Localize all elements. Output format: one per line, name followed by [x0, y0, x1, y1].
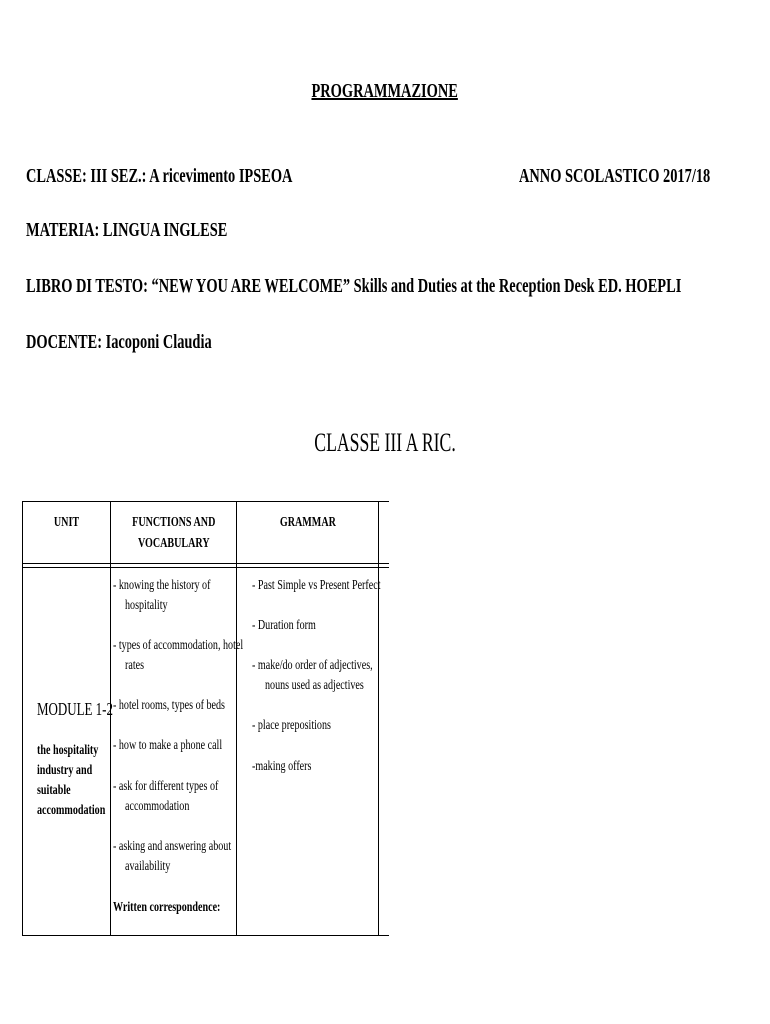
function-item: - types of accommodation, hotel — [113, 638, 244, 653]
function-item: - hotel rooms, types of beds — [113, 698, 225, 713]
grammar-item-cont: nouns used as adjectives — [265, 678, 364, 693]
page-title: PROGRAMMAZIONE — [311, 80, 459, 102]
unit-desc-3: suitable — [37, 783, 71, 798]
grammar-item: -making offers — [252, 759, 312, 774]
unit-module-label: MODULE 1-2 — [37, 699, 113, 719]
grammar-item: - Past Simple vs Present Perfect — [252, 578, 381, 593]
section-title: CLASSE III A RIC. — [314, 428, 456, 457]
table-border-left — [22, 501, 23, 936]
table-header-divider-2 — [22, 567, 389, 568]
function-item: - knowing the history of — [113, 578, 211, 593]
grammar-item: - Duration form — [252, 618, 316, 633]
subject-line: MATERIA: LINGUA INGLESE — [26, 219, 228, 241]
table-col-divider-3 — [378, 501, 379, 936]
school-year-line: ANNO SCOLASTICO 2017/18 — [519, 165, 711, 187]
table-border-bottom — [22, 935, 389, 936]
table-border-top — [22, 501, 389, 502]
function-item-cont: availability — [125, 859, 171, 874]
grammar-item: - place prepositions — [252, 718, 331, 733]
table-header-divider — [22, 563, 389, 564]
function-item: - how to make a phone call — [113, 738, 223, 753]
function-item: - asking and answering about — [113, 839, 232, 854]
unit-desc-1: the hospitality — [37, 743, 99, 758]
textbook-line: LIBRO DI TESTO: “NEW YOU ARE WELCOME” Skills and Duties at the Reception Desk ED. HOEPLI — [26, 275, 682, 297]
function-item-cont: hospitality — [125, 598, 168, 613]
classe-section-line: CLASSE: III SEZ.: A ricevimento IPSEOA — [26, 165, 293, 187]
table-col-divider-2 — [236, 501, 237, 936]
function-item: - ask for different types of — [113, 779, 219, 794]
written-correspondence-label: Written correspondence: — [113, 900, 221, 915]
header-unit: UNIT — [53, 515, 80, 530]
teacher-line: DOCENTE: Iacoponi Claudia — [26, 331, 212, 353]
unit-desc-4: accommodation — [37, 803, 106, 818]
header-functions: FUNCTIONS AND VOCABULARY — [131, 515, 216, 551]
header-grammar: GRAMMAR — [279, 515, 336, 530]
grammar-item: - make/do order of adjectives, — [252, 658, 373, 673]
function-item-cont: rates — [125, 658, 145, 673]
unit-desc-2: industry and — [37, 763, 93, 778]
function-item-cont: accommodation — [125, 799, 190, 814]
